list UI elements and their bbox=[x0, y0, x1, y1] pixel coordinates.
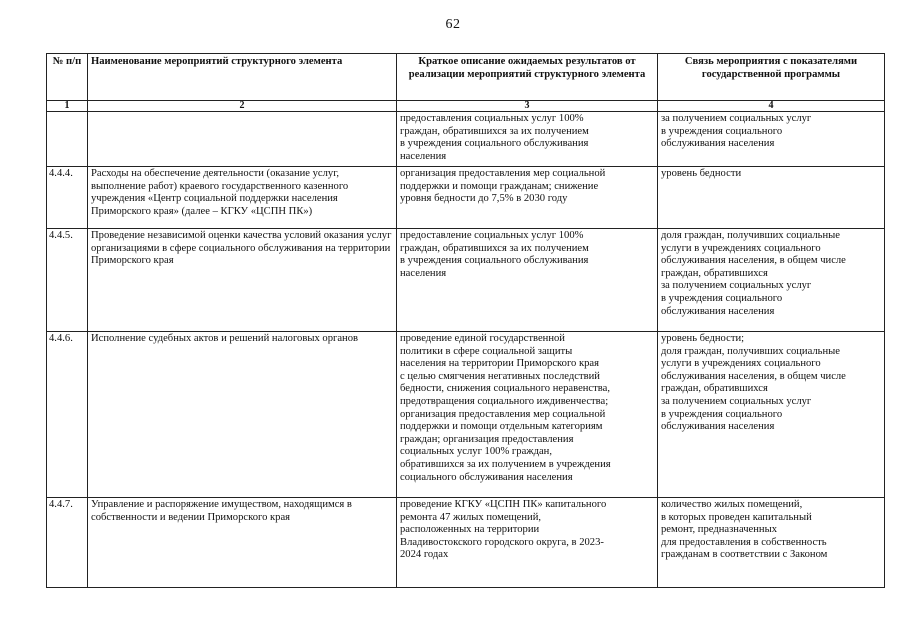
column-number: 4 bbox=[658, 101, 885, 112]
program-indicators-line: обслуживания населения bbox=[661, 305, 775, 317]
column-number: 3 bbox=[397, 101, 658, 112]
row-number: 4.4.6. bbox=[47, 332, 88, 498]
program-indicators-line: граждан, обратившихся bbox=[661, 267, 768, 279]
header-expected-results: Краткое описание ожидаемых результатов от реализации мероприятий структурного элемента bbox=[397, 54, 658, 101]
row-number: 4.4.5. bbox=[47, 229, 88, 332]
table-row bbox=[47, 229, 885, 332]
expected-results-line: организация предоставления мер социальной bbox=[400, 168, 606, 179]
table-row bbox=[47, 332, 885, 498]
expected-results-line: поддержки и помощи отдельным категориям bbox=[400, 421, 603, 433]
program-indicators-line: граждан, обратившихся bbox=[661, 383, 768, 395]
row-number bbox=[47, 112, 88, 167]
program-indicators-line: уровень бедности; bbox=[661, 333, 745, 344]
expected-results-line: Владивостокского городского округа, в 2023- bbox=[400, 536, 604, 548]
measure-name bbox=[88, 112, 397, 167]
expected-results-line: граждан, обратившихся за их получением bbox=[400, 242, 589, 254]
column-number: 1 bbox=[47, 101, 88, 112]
expected-results-line: расположенных на территории bbox=[400, 524, 540, 536]
program-indicators bbox=[658, 498, 885, 588]
expected-results bbox=[397, 229, 658, 332]
table-header-row bbox=[47, 54, 885, 101]
program-indicators-line: в которых проведен капитальный bbox=[661, 511, 812, 523]
row-number: 4.4.4. bbox=[47, 167, 88, 229]
expected-results bbox=[397, 332, 658, 498]
column-number-row bbox=[47, 101, 885, 112]
expected-results-line: проведение единой государственной bbox=[400, 333, 565, 344]
table-row bbox=[47, 498, 885, 588]
program-indicators-line: за получением социальных услуг bbox=[661, 395, 812, 407]
program-indicators-line: в учреждения социального bbox=[661, 292, 783, 304]
table-row bbox=[47, 167, 885, 229]
program-indicators-line: обслуживания населения, в общем числе bbox=[661, 370, 846, 382]
program-indicators-line: за получением социальных услуг bbox=[661, 113, 812, 124]
program-indicators-line: в учреждения социального bbox=[661, 408, 783, 420]
expected-results-line: обратившихся за их получением в учреждения bbox=[400, 458, 611, 470]
program-indicators-line: гражданам в соответствии с Законом bbox=[661, 549, 828, 561]
program-indicators-line: в учреждения социального bbox=[661, 125, 783, 137]
table-row bbox=[47, 112, 885, 167]
program-indicators-line: уровень бедности bbox=[661, 168, 742, 179]
measures-table bbox=[46, 53, 885, 588]
program-indicators-line: за получением социальных услуг bbox=[661, 280, 812, 292]
expected-results-line: предоставление социальных услуг 100% bbox=[400, 230, 584, 241]
program-indicators-line: услуги в учреждениях социального bbox=[661, 358, 821, 370]
program-indicators-line: доля граждан, получивших социальные bbox=[661, 230, 840, 241]
program-indicators bbox=[658, 332, 885, 498]
program-indicators-line: ремонт, предназначенных bbox=[661, 524, 778, 536]
expected-results bbox=[397, 167, 658, 229]
expected-results-line: поддержки и помощи гражданам; снижение bbox=[400, 180, 599, 192]
measure-name: Проведение независимой оценки качества условий оказания услуг организациями в сфере социального обслуживания на территории Приморского края bbox=[88, 229, 397, 332]
expected-results-line: политики в сфере социальной защиты bbox=[400, 345, 573, 357]
header-number: № п/п bbox=[47, 54, 88, 101]
expected-results-line: уровня бедности до 7,5% в 2030 году bbox=[400, 193, 568, 205]
expected-results-line: 2024 годах bbox=[400, 549, 449, 561]
expected-results-line: социального обслуживания населения bbox=[400, 471, 573, 483]
expected-results-line: в учреждения социального обслуживания bbox=[400, 138, 589, 150]
measure-name: Управление и распоряжение имуществом, находящимся в собственности и ведении Приморского края bbox=[88, 498, 397, 588]
program-indicators-line: обслуживания населения bbox=[661, 138, 775, 150]
expected-results-line: бедности, снижения социального неравенства, bbox=[400, 383, 610, 395]
expected-results-line: предоставления социальных услуг 100% bbox=[400, 113, 584, 124]
expected-results-line: организация предоставления мер социальной bbox=[400, 408, 606, 420]
program-indicators bbox=[658, 112, 885, 167]
page-number: 62 bbox=[445, 17, 461, 32]
column-number: 2 bbox=[88, 101, 397, 112]
expected-results-line: населения bbox=[400, 150, 447, 162]
expected-results-line: населения на территории Приморского края bbox=[400, 358, 600, 370]
expected-results-line: ремонта 47 жилых помещений, bbox=[400, 511, 542, 523]
program-indicators-line: количество жилых помещений, bbox=[661, 499, 803, 510]
expected-results-line: граждан, обратившихся за их получением bbox=[400, 125, 589, 137]
expected-results-line: с целью смягчения негативных последствий bbox=[400, 370, 600, 382]
header-program-indicators: Связь мероприятия с показателями государственной программы bbox=[658, 54, 885, 101]
program-indicators-line: доля граждан, получивших социальные bbox=[661, 345, 840, 357]
program-indicators bbox=[658, 167, 885, 229]
expected-results bbox=[397, 112, 658, 167]
program-indicators bbox=[658, 229, 885, 332]
program-indicators-line: услуги в учреждениях социального bbox=[661, 242, 821, 254]
measure-name: Расходы на обеспечение деятельности (оказание услуг, выполнение работ) краевого государственного казенного учреждения «Центр социальной поддержки населения Приморского края» (далее – КГКУ «ЦСПН ПК») bbox=[88, 167, 397, 229]
measure-name: Исполнение судебных актов и решений налоговых органов bbox=[88, 332, 397, 498]
row-number: 4.4.7. bbox=[47, 498, 88, 588]
expected-results-line: предотвращения социального иждивенчества; bbox=[400, 395, 609, 407]
program-indicators-line: для предоставления в собственность bbox=[661, 536, 827, 548]
expected-results-line: социальных услуг 100% граждан, bbox=[400, 446, 552, 458]
program-indicators-line: обслуживания населения bbox=[661, 421, 775, 433]
expected-results-line: проведение КГКУ «ЦСПН ПК» капитального bbox=[400, 499, 607, 510]
expected-results-line: в учреждения социального обслуживания bbox=[400, 255, 589, 267]
expected-results-line: граждан; организация предоставления bbox=[400, 433, 574, 445]
program-indicators-line: обслуживания населения, в общем числе bbox=[661, 255, 846, 267]
expected-results-line: населения bbox=[400, 267, 447, 279]
header-measure-name: Наименование мероприятий структурного элемента bbox=[88, 54, 397, 101]
expected-results bbox=[397, 498, 658, 588]
